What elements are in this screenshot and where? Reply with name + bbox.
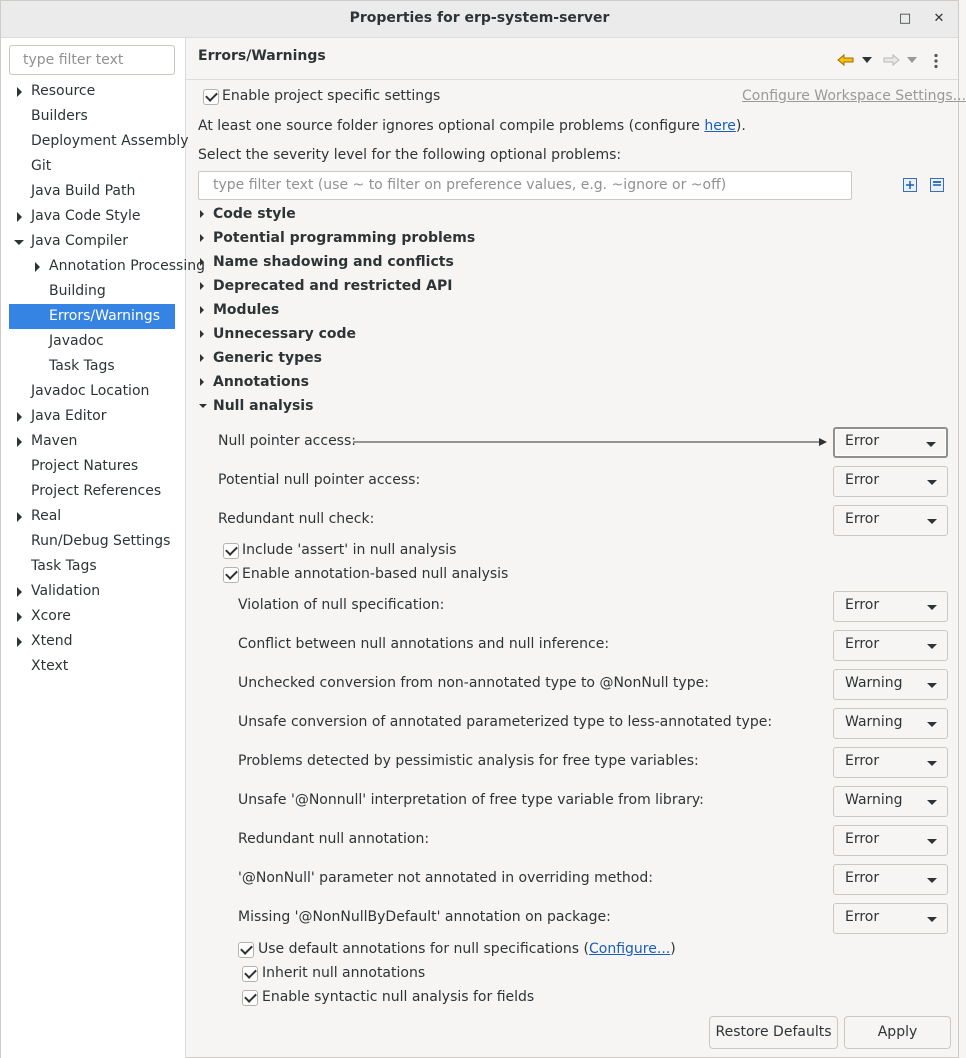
apply-button[interactable]: Apply bbox=[844, 1016, 951, 1049]
chevron-right-icon[interactable] bbox=[17, 437, 22, 447]
syntactic-null-checkbox[interactable] bbox=[242, 990, 258, 1006]
collapse-all-icon[interactable] bbox=[930, 178, 944, 192]
chevron-down-icon bbox=[927, 761, 937, 766]
info-text bbox=[198, 118, 746, 134]
option-label: Problems detected by pessimistic analysis for free type variables: bbox=[238, 753, 699, 769]
chevron-right-icon[interactable] bbox=[200, 258, 204, 266]
sidebar-item-label: Maven bbox=[31, 433, 78, 449]
use-default-annotations-checkbox[interactable] bbox=[238, 942, 254, 958]
chevron-down-icon[interactable] bbox=[14, 240, 24, 245]
option-label: '@NonNull' parameter not annotated in overriding method: bbox=[238, 870, 653, 886]
sidebar-item[interactable] bbox=[1, 654, 186, 679]
section-unnecessary-code[interactable] bbox=[200, 326, 600, 346]
severity-value: Warning bbox=[845, 675, 903, 691]
severity-select[interactable] bbox=[833, 466, 948, 497]
sidebar-item-label: Project References bbox=[31, 483, 162, 499]
section-generic-types[interactable] bbox=[200, 350, 600, 370]
chevron-down-icon bbox=[927, 480, 937, 485]
main-panel bbox=[186, 38, 966, 1058]
sidebar-item-label: Project Natures bbox=[31, 458, 139, 474]
sidebar-item[interactable] bbox=[1, 579, 186, 604]
enable-project-settings-checkbox[interactable] bbox=[203, 89, 219, 105]
use-default-annotations-text bbox=[258, 941, 676, 957]
section-null-analysis[interactable] bbox=[200, 398, 600, 418]
use-default-annotations-end: ) bbox=[670, 941, 676, 957]
close-icon[interactable]: ✕ bbox=[933, 11, 945, 26]
option-label: Redundant null annotation: bbox=[238, 831, 430, 847]
sidebar-item-label: Validation bbox=[31, 583, 101, 599]
chevron-down-icon[interactable] bbox=[199, 404, 207, 408]
sidebar-item-label: Task Tags bbox=[31, 558, 97, 574]
severity-select[interactable] bbox=[833, 903, 948, 934]
chevron-down-icon bbox=[927, 917, 937, 922]
severity-value: Error bbox=[845, 511, 880, 527]
sidebar-item[interactable] bbox=[1, 454, 186, 479]
section-label: Potential programming problems bbox=[213, 230, 476, 246]
chevron-right-icon[interactable] bbox=[200, 282, 204, 290]
section-label: Deprecated and restricted API bbox=[213, 278, 453, 294]
enable-annotation-label: Enable annotation-based null analysis bbox=[242, 566, 509, 582]
chevron-down-icon bbox=[927, 839, 937, 844]
section-code-style[interactable] bbox=[200, 206, 600, 226]
menu-dots-icon[interactable] bbox=[933, 53, 939, 69]
enable-project-settings-label: Enable project specific settings bbox=[222, 88, 441, 104]
sidebar-item-label: Java Code Style bbox=[31, 208, 141, 224]
chevron-down-icon bbox=[927, 722, 937, 727]
chevron-down-icon bbox=[927, 644, 937, 649]
severity-value: Error bbox=[845, 909, 880, 925]
severity-select[interactable] bbox=[833, 427, 948, 458]
severity-select[interactable] bbox=[833, 825, 948, 856]
chevron-right-icon[interactable] bbox=[200, 330, 204, 338]
sidebar-item[interactable] bbox=[1, 354, 186, 379]
chevron-down-icon bbox=[927, 683, 937, 688]
chevron-down-icon bbox=[926, 442, 936, 447]
sidebar-item-label: Javadoc Location bbox=[31, 383, 150, 399]
section-label: Name shadowing and conflicts bbox=[213, 254, 454, 270]
chevron-right-icon[interactable] bbox=[17, 512, 22, 522]
severity-label: Select the severity level for the following optional problems: bbox=[198, 147, 622, 163]
chevron-right-icon[interactable] bbox=[200, 210, 204, 218]
option-label: Potential null pointer access: bbox=[218, 472, 421, 488]
option-label: Unchecked conversion from non-annotated type to @NonNull type: bbox=[238, 675, 709, 691]
severity-value: Error bbox=[845, 636, 880, 652]
sidebar-item[interactable] bbox=[1, 204, 186, 229]
section-name-shadowing-and-conflicts[interactable] bbox=[200, 254, 600, 274]
severity-select[interactable] bbox=[833, 669, 948, 700]
severity-value: Error bbox=[845, 433, 880, 449]
sidebar-item-label: Deployment Assembly bbox=[31, 133, 189, 149]
sidebar-item[interactable] bbox=[1, 154, 186, 179]
window-title: Properties for erp-system-server bbox=[349, 10, 610, 26]
severity-value: Warning bbox=[845, 792, 903, 808]
option-label: Unsafe conversion of annotated parameterized type to less-annotated type: bbox=[238, 714, 773, 730]
chevron-right-icon[interactable] bbox=[17, 587, 22, 597]
sidebar-item[interactable] bbox=[1, 254, 205, 279]
sidebar-item-label: Building bbox=[49, 283, 106, 299]
severity-select[interactable] bbox=[833, 708, 948, 739]
section-annotations[interactable] bbox=[200, 374, 600, 394]
sidebar-item[interactable] bbox=[1, 229, 186, 254]
section-label: Null analysis bbox=[213, 398, 314, 414]
dropdown-icon[interactable] bbox=[862, 57, 872, 63]
sidebar-item[interactable] bbox=[1, 429, 186, 454]
configure-annotations-link[interactable]: Configure... bbox=[589, 941, 671, 957]
option-label: Missing '@NonNullByDefault' annotation on package: bbox=[238, 909, 611, 925]
chevron-right-icon[interactable] bbox=[200, 354, 204, 362]
page-header bbox=[186, 38, 958, 80]
sidebar-item-label: Builders bbox=[31, 108, 88, 124]
inherit-null-checkbox[interactable] bbox=[242, 966, 258, 982]
restore-defaults-button[interactable]: Restore Defaults bbox=[709, 1016, 838, 1049]
sidebar-item-label: Resource bbox=[31, 83, 96, 99]
configure-workspace-link[interactable]: Configure Workspace Settings... bbox=[742, 88, 966, 104]
sidebar-item[interactable] bbox=[1, 279, 186, 304]
sidebar-item[interactable] bbox=[1, 404, 186, 429]
severity-select[interactable] bbox=[833, 747, 948, 778]
sidebar-item[interactable] bbox=[1, 179, 186, 204]
maximize-icon[interactable]: □ bbox=[898, 11, 912, 26]
sidebar-item[interactable] bbox=[1, 629, 186, 654]
sidebar-item[interactable] bbox=[1, 129, 189, 154]
chevron-down-icon bbox=[927, 519, 937, 524]
sidebar bbox=[1, 38, 205, 1058]
sidebar-item[interactable] bbox=[9, 304, 175, 329]
sidebar-item-label: Errors/Warnings bbox=[49, 308, 160, 324]
severity-select[interactable] bbox=[833, 786, 948, 817]
titlebar bbox=[1, 1, 958, 38]
sidebar-item-label: Javadoc bbox=[49, 333, 104, 349]
sidebar-item-label: Task Tags bbox=[49, 358, 115, 374]
sidebar-item[interactable] bbox=[1, 529, 186, 554]
chevron-right-icon[interactable] bbox=[17, 412, 22, 422]
section-label: Annotations bbox=[213, 374, 309, 390]
severity-value: Error bbox=[845, 753, 880, 769]
include-assert-label: Include 'assert' in null analysis bbox=[242, 542, 457, 558]
chevron-down-icon bbox=[927, 605, 937, 610]
severity-value: Error bbox=[845, 870, 880, 886]
sidebar-item[interactable] bbox=[1, 104, 186, 129]
dropdown-icon[interactable] bbox=[907, 57, 917, 63]
section-label: Modules bbox=[213, 302, 280, 318]
option-label: Redundant null check: bbox=[218, 511, 375, 527]
severity-value: Warning bbox=[845, 714, 903, 730]
use-default-annotations-label: Use default annotations for null specifications ( bbox=[258, 941, 590, 957]
page-title: Errors/Warnings bbox=[198, 48, 326, 64]
sidebar-item-label: Xtend bbox=[31, 633, 73, 649]
severity-value: Error bbox=[845, 597, 880, 613]
sidebar-item[interactable] bbox=[1, 79, 186, 104]
sidebar-item-label: Xtext bbox=[31, 658, 69, 674]
sidebar-item[interactable] bbox=[1, 329, 186, 354]
sidebar-item[interactable] bbox=[1, 379, 186, 404]
sidebar-item[interactable] bbox=[1, 554, 186, 579]
sidebar-item[interactable] bbox=[1, 604, 186, 629]
chevron-right-icon[interactable] bbox=[17, 87, 22, 97]
configure-here-link[interactable]: here bbox=[704, 118, 736, 134]
severity-select[interactable] bbox=[833, 864, 948, 895]
severity-value: Error bbox=[845, 472, 880, 488]
back-arrow-icon[interactable] bbox=[837, 54, 855, 66]
annotation-arrow bbox=[353, 437, 828, 447]
chevron-right-icon[interactable] bbox=[200, 378, 204, 386]
section-label: Code style bbox=[213, 206, 296, 222]
chevron-right-icon[interactable] bbox=[35, 262, 40, 272]
enable-annotation-checkbox[interactable] bbox=[223, 567, 239, 583]
problems-filter-input[interactable]: type filter text (use ~ to filter on preference values, e.g. ~ignore or ~off) bbox=[198, 171, 852, 200]
chevron-right-icon[interactable] bbox=[200, 234, 204, 242]
forward-arrow-icon[interactable] bbox=[882, 54, 900, 66]
section-deprecated-and-restricted-api[interactable] bbox=[200, 278, 600, 298]
section-modules[interactable] bbox=[200, 302, 600, 322]
inherit-null-label: Inherit null annotations bbox=[262, 965, 426, 981]
sidebar-item-label: Run/Debug Settings bbox=[31, 533, 171, 549]
severity-value: Error bbox=[845, 831, 880, 847]
syntactic-null-label: Enable syntactic null analysis for fields bbox=[262, 989, 535, 1005]
section-potential-programming-problems[interactable] bbox=[200, 230, 600, 250]
severity-select[interactable] bbox=[833, 591, 948, 622]
option-label: Conflict between null annotations and null inference: bbox=[238, 636, 610, 652]
sidebar-item[interactable] bbox=[1, 479, 186, 504]
sidebar-filter-input[interactable]: type filter text bbox=[9, 45, 175, 75]
option-label: Unsafe '@Nonnull' interpretation of free type variable from library: bbox=[238, 792, 704, 808]
include-assert-checkbox[interactable] bbox=[223, 543, 239, 559]
sidebar-item-label: Java Compiler bbox=[31, 233, 129, 249]
chevron-right-icon[interactable] bbox=[200, 306, 204, 314]
sidebar-item-label: Xcore bbox=[31, 608, 71, 624]
chevron-right-icon[interactable] bbox=[17, 212, 22, 222]
expand-all-icon[interactable] bbox=[903, 178, 917, 192]
chevron-right-icon[interactable] bbox=[17, 637, 22, 647]
option-label: Violation of null specification: bbox=[238, 597, 445, 613]
sidebar-item-label: Annotation Processing bbox=[49, 258, 205, 274]
info-text-body: At least one source folder ignores optional compile problems (configure bbox=[198, 118, 705, 134]
info-text-end: ). bbox=[735, 118, 746, 134]
option-label: Null pointer access: bbox=[218, 433, 356, 449]
severity-select[interactable] bbox=[833, 630, 948, 661]
severity-select[interactable] bbox=[833, 505, 948, 536]
sidebar-item-label: Real bbox=[31, 508, 62, 524]
chevron-down-icon bbox=[927, 800, 937, 805]
chevron-down-icon bbox=[927, 878, 937, 883]
sidebar-item-label: Java Editor bbox=[31, 408, 107, 424]
section-label: Unnecessary code bbox=[213, 326, 357, 342]
section-label: Generic types bbox=[213, 350, 322, 366]
sidebar-item-label: Java Build Path bbox=[31, 183, 136, 199]
chevron-right-icon[interactable] bbox=[17, 612, 22, 622]
sidebar-item[interactable] bbox=[1, 504, 186, 529]
sidebar-item-label: Git bbox=[31, 158, 52, 174]
